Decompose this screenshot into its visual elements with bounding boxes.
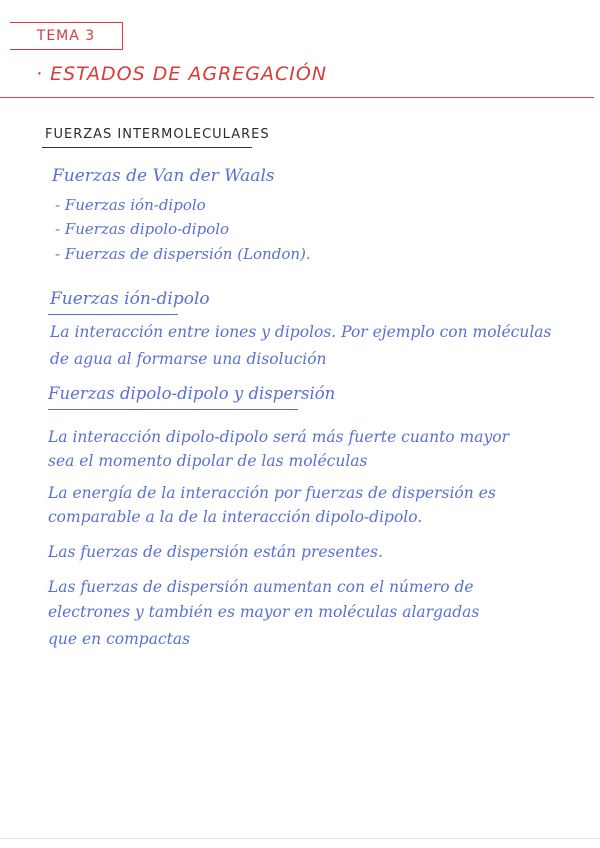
vdw-title: Fuerzas de Van der Waals — [52, 166, 275, 186]
ion-dipolo-title: Fuerzas ión-dipolo — [50, 289, 210, 309]
vdw-item: - Fuerzas de dispersión (London). — [55, 245, 311, 263]
paragraph-line: comparable a la de la interacción dipolo-dipolo. — [48, 508, 423, 526]
title-underline — [0, 97, 594, 98]
paragraph-line: Las fuerzas de dispersión están presentes. — [48, 543, 383, 561]
page-title-text: ESTADOS DE AGREGACIÓN — [50, 63, 328, 85]
paragraph-line: La interacción dipolo-dipolo será más fuerte cuanto mayor — [48, 428, 509, 446]
paragraph-line: sea el momento dipolar de las moléculas — [48, 452, 368, 470]
vdw-item: - Fuerzas dipolo-dipolo — [55, 220, 230, 238]
page-bottom-edge — [0, 838, 600, 839]
ion-dipolo-underline — [48, 314, 178, 315]
tema-label: TEMA 3 — [10, 22, 123, 50]
section-heading: FUERZAS INTERMOLECULARES — [45, 127, 270, 142]
page-title — [36, 63, 327, 85]
paragraph-line: Las fuerzas de dispersión aumentan con el número de — [48, 578, 474, 596]
paragraph-line: de agua al formarse una disolución — [50, 350, 327, 368]
paragraph-line: La interacción entre iones y dipolos. Por ejemplo con moléculas — [50, 323, 552, 341]
dipolo-underline — [48, 409, 298, 410]
paragraph-line: que en compactas — [48, 630, 191, 648]
title-bullet: · — [36, 63, 51, 85]
section-heading-underline — [42, 147, 252, 148]
paragraph-line: La energía de la interacción por fuerzas de dispersión es — [48, 484, 496, 502]
paragraph-line: electrones y también es mayor en moléculas alargadas — [48, 603, 480, 621]
dipolo-title: Fuerzas dipolo-dipolo y dispersión — [48, 384, 336, 403]
vdw-item: - Fuerzas ión-dipolo — [55, 196, 206, 214]
